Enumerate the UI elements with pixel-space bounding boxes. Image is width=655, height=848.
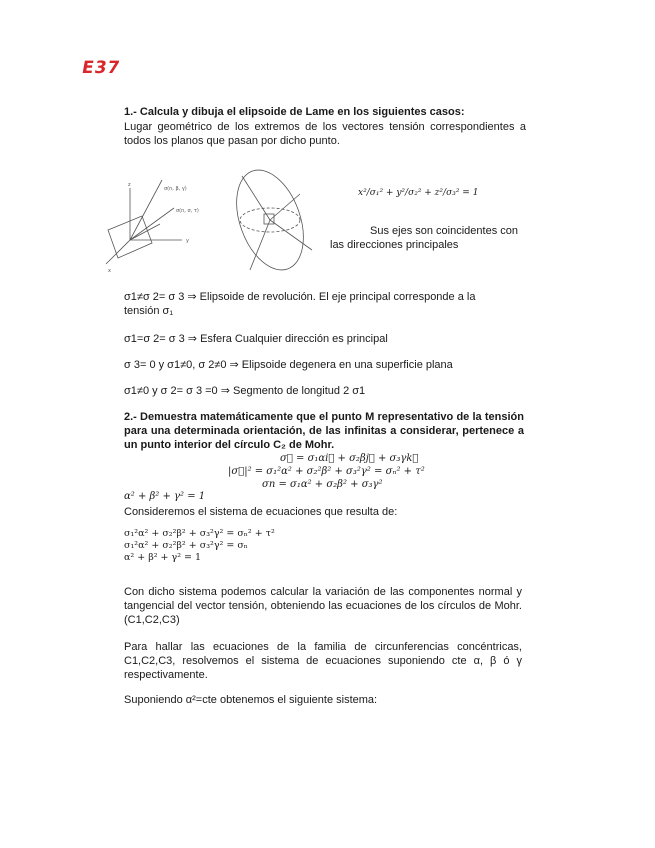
axes-note: Sus ejes son coincidentes con las direcciones principales — [330, 225, 518, 251]
equation-system — [124, 528, 275, 564]
case-2: σ1=σ 2= σ 3 ⇒ Esfera Cualquier dirección es principal — [124, 333, 388, 345]
system-eq-1: σ₁²α² + σ₂²β² + σ₃²γ² = σₙ² + τ² — [124, 528, 275, 539]
axis-x-label: x — [108, 268, 111, 274]
ellipsoid-equation: x²/σ₁² + y²/σ₂² + z²/σ₃² = 1 — [358, 188, 479, 198]
lame-ellipsoid-diagram — [100, 168, 330, 280]
eq-stress-vector: σ⃗ = σ₁αi⃗ + σ₂βj⃗ + σ₃γk⃗ — [280, 453, 419, 464]
section1-title: 1.- Calcula y dibuja el elipsoide de Lame en los siguientes casos: — [124, 106, 465, 118]
stress-vector-a — [130, 180, 162, 240]
section2-title: 2.- Demuestra matemáticamente que el punto M representativo de la tensión para una determinada orientación, de las infinitas a considerar, pertenece a un punto interior del círculo C₂ de Mohr. — [124, 411, 524, 451]
axis-y-label: y — [186, 238, 189, 244]
handwritten-label: E37 — [80, 58, 123, 78]
section1-intro: Lugar geométrico de los extremos de los vectores tensión correspondientes a todos los planos que pasan por dicho punto. — [124, 121, 526, 147]
case-3: σ 3= 0 y σ1≠0, σ 2≠0 ⇒ Elipsoide degenera en una superficie plana — [124, 359, 453, 371]
eq-normal-stress: σn = σ₁α² + σ₂β² + σ₃γ² — [262, 479, 383, 490]
paragraph-alpha-constant: Suponiendo α²=cte obtenemos el siguiente sistema: — [124, 694, 378, 706]
eq-direction-cosines: α² + β² + γ² = 1 — [124, 491, 206, 502]
ellipsoid-outline — [224, 168, 316, 279]
consider-text: Consideremos el sistema de ecuaciones que resulta de: — [124, 506, 398, 518]
vector-a-label: σ(n, β, γ) — [164, 186, 187, 192]
case-4: σ1≠0 y σ 2= σ 3 =0 ⇒ Segmento de longitud 2 σ1 — [124, 385, 366, 397]
stress-vector-b — [130, 208, 174, 240]
case-1: σ1≠σ 2= σ 3 ⇒ Elipsoide de revolución. El eje principal corresponde a la tensión σ₁ — [124, 291, 476, 317]
system-eq-3: α² + β² + γ² = 1 — [124, 552, 202, 563]
vector-b-label: σ(n, σ, τ) — [176, 208, 199, 214]
system-eq-2: σ₁²α² + σ₂²β² + σ₃²γ² = σₙ — [124, 540, 248, 551]
paragraph-mohr-circles: Con dicho sistema podemos calcular la variación de las componentes normal y tangencial del vector tensión, obteniendo las ecuaciones de los círculos de Mohr. (C1,C2,C3) — [124, 586, 522, 626]
paragraph-concentric: Para hallar las ecuaciones de la familia de circunferencias concéntricas, C1,C2,C3, resolvemos el sistema de ecuaciones suponiendo cte α, β ó γ respectivamente. — [124, 641, 522, 681]
axis-z-label: z — [128, 182, 131, 188]
eq-stress-modulus: |σ⃗|² = σ₁²α² + σ₂²β² + σ₃²γ² = σₙ² + τ² — [228, 466, 425, 477]
